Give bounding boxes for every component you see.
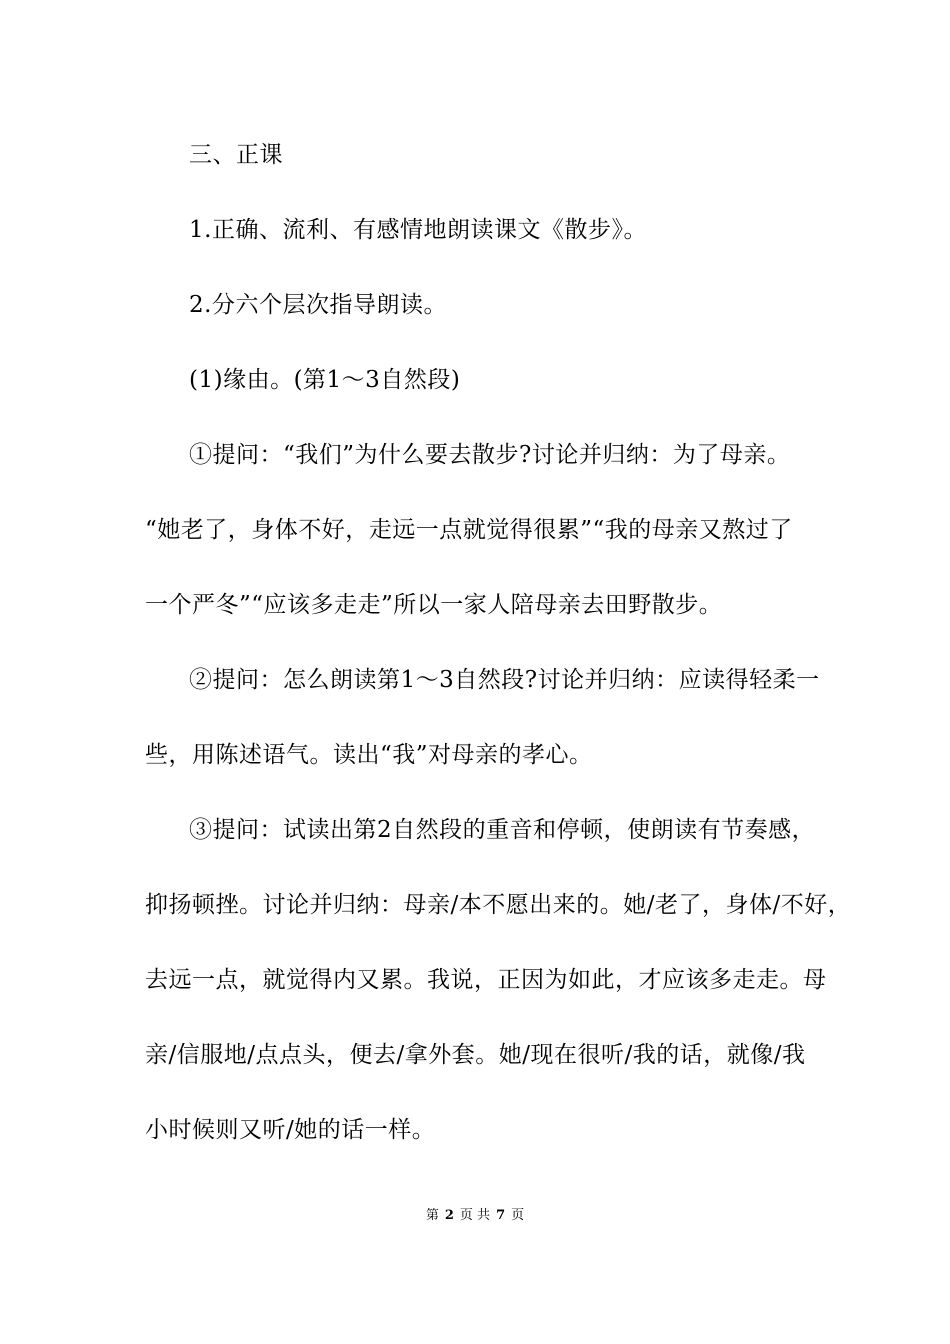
- paragraph-line: 2.分六个层次指导朗读。: [189, 292, 447, 318]
- footer-mid: 页 共: [459, 1208, 491, 1223]
- paragraph-line: 小时候则又听/她的话一样。: [145, 1117, 436, 1143]
- footer-total-pages: 7: [496, 1208, 506, 1223]
- footer-current-page: 2: [444, 1208, 454, 1223]
- paragraph-line: “她老了，身体不好，走远一点就觉得很累”“我的母亲又熬过了: [145, 517, 793, 543]
- paragraph-line: ②提问：怎么朗读第1～3自然段?讨论并归纳：应读得轻柔一: [189, 667, 820, 693]
- footer-prefix: 第: [425, 1208, 439, 1223]
- paragraph-line: ③提问：试读出第2自然段的重音和停顿，使朗读有节奏感，: [189, 817, 816, 843]
- paragraph-line: ①提问：“我们”为什么要去散步?讨论并归纳：为了母亲。: [189, 442, 791, 468]
- page-number-footer: [0, 1207, 950, 1225]
- paragraph-line: 些，用陈述语气。读出“我”对母亲的孝心。: [145, 742, 593, 768]
- footer-suffix: 页: [511, 1208, 525, 1223]
- paragraph-line: 1.正确、流利、有感情地朗读课文《散步》。: [189, 217, 647, 243]
- paragraph-line: (1)缘由。(第1～3自然段): [189, 367, 461, 393]
- paragraph-line: 抑扬顿挫。讨论并归纳：母亲/本不愿出来的。她/老了，身体/不好，: [145, 892, 852, 918]
- paragraph-line: 一个严冬”“应该多走走”所以一家人陪母亲去田野散步。: [145, 592, 723, 618]
- paragraph-line: 去远一点，就觉得内又累。我说，正因为如此，才应该多走走。母: [145, 967, 827, 993]
- section-heading: 三、正课: [189, 142, 283, 168]
- paragraph-line: 亲/信服地/点点头，便去/拿外套。她/现在很听/我的话，就像/我: [145, 1042, 806, 1068]
